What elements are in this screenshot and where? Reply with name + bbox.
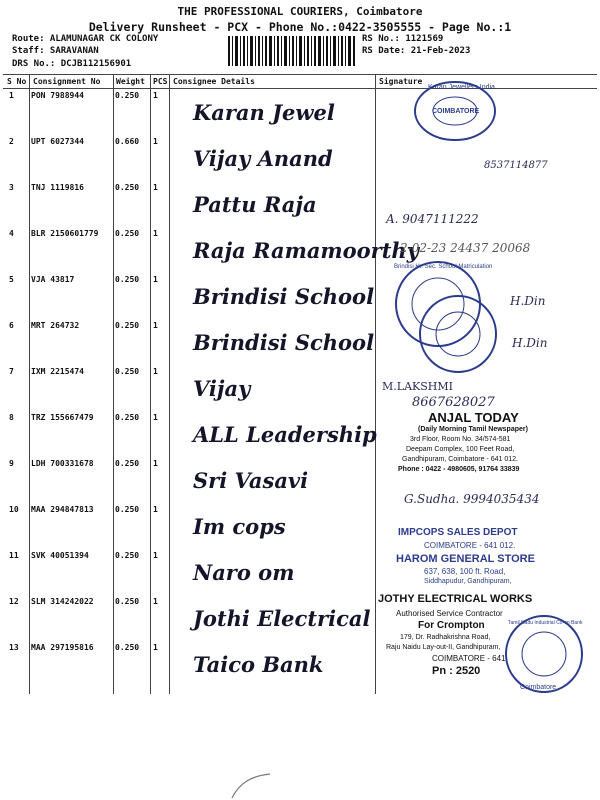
consignee-handwritten-name: Naro om [193, 560, 295, 585]
jothy-stamp-line: For Crompton [418, 620, 485, 631]
table-row [3, 272, 597, 318]
pieces-count: 1 [153, 275, 158, 284]
drs-number: DRS No.: DCJB112156901 [12, 59, 132, 69]
signature-row-7-name: M.LAKSHMI [382, 380, 453, 393]
row-serial-number: 9 [9, 459, 14, 468]
consignment-number: IXM 2215474 [31, 367, 84, 376]
signature-row-7-phone: 8667628027 [412, 395, 495, 410]
jothy-stamp-line: Raju Naidu Lay-out-II, Gandhipuram, [386, 644, 501, 651]
consignment-number: MRT 264732 [31, 321, 80, 330]
row-serial-number: 7 [9, 367, 14, 376]
row-serial-number: 3 [9, 183, 14, 192]
table-row [3, 134, 597, 180]
weight-value: 0.250 [115, 183, 140, 192]
consignment-number: MAA 297195816 [31, 643, 94, 652]
consignment-number: SVK 40051394 [31, 551, 89, 560]
weight-value: 0.250 [115, 229, 140, 238]
school-stamp [388, 256, 498, 376]
table-row [3, 88, 597, 134]
consignee-handwritten-name: Jothi Electrical [193, 606, 371, 631]
weight-value: 0.250 [115, 413, 140, 422]
taico-stamp-text: Tamil Nadu Industrial Co-op Bank [508, 620, 583, 626]
consignment-number: LDH 700331678 [31, 459, 94, 468]
signature-row-2: 8537114877 [484, 160, 548, 171]
impcops-stamp-line: COIMBATORE - 641 012. [424, 541, 516, 550]
table-row [3, 180, 597, 226]
signature-row-3: A. 9047111222 [386, 212, 479, 226]
harom-stamp-line: 637, 638, 100 ft. Road, [424, 567, 506, 576]
route-label: Route: ALAMUNAGAR CK COLONY [12, 34, 159, 44]
consignee-handwritten-name: Raja Ramamoorthy [193, 238, 419, 263]
barcode-image [228, 36, 356, 66]
weight-value: 0.250 [115, 275, 140, 284]
consignee-handwritten-name: Brindisi School [193, 330, 375, 355]
weight-value: 0.250 [115, 321, 140, 330]
jothy-stamp-line: 179, Dr. Radhakrishna Road, [400, 634, 491, 641]
header-sno: S No [7, 77, 27, 86]
anjal-stamp-line: Deepam Complex, 100 Feet Road, [406, 446, 515, 453]
consignee-handwritten-name: Sri Vasavi [193, 468, 309, 493]
weight-value: 0.250 [115, 597, 140, 606]
row-serial-number: 8 [9, 413, 14, 422]
row-serial-number: 2 [9, 137, 14, 146]
signature-row-5: H.Din [510, 294, 546, 308]
header-consignment: Consignment No [33, 77, 101, 86]
anjal-stamp-line: Gandhipuram, Coimbatore - 641 012. [402, 456, 518, 463]
pieces-count: 1 [153, 551, 158, 560]
staff-label: Staff: SARAVANAN [12, 46, 99, 56]
signature-row-9: G.Sudha. 9994035434 [404, 492, 540, 506]
courier-company-title: THE PROFESSIONAL COURIERS, Coimbatore [177, 5, 423, 18]
weight-value: 0.250 [115, 459, 140, 468]
row-serial-number: 13 [9, 643, 19, 652]
consignment-number: BLR 2150601779 [31, 229, 99, 238]
karan-stamp-city: COIMBATORE [432, 108, 480, 115]
weight-value: 0.250 [115, 551, 140, 560]
runsheet-subtitle: Delivery Runsheet - PCX - Phone No.:0422-3505555 - Page No.:1 [88, 20, 512, 34]
pieces-count: 1 [153, 367, 158, 376]
header-pcs: PCS [153, 77, 168, 86]
pieces-count: 1 [153, 183, 158, 192]
weight-value: 0.250 [115, 91, 140, 100]
consignee-handwritten-name: Taico Bank [193, 652, 324, 677]
weight-value: 0.250 [115, 367, 140, 376]
harom-stamp-title: HAROM GENERAL STORE [396, 553, 535, 565]
consignment-number: TRZ 155667479 [31, 413, 94, 422]
consignment-number: UPT 6027344 [31, 137, 84, 146]
pieces-count: 1 [153, 597, 158, 606]
school-stamp-text: Brindisi Hr. Sec. School Matriculation [394, 264, 493, 270]
consignee-handwritten-name: Vijay [193, 376, 251, 401]
signature-row-4: 2-02-23 24437 20068 [400, 241, 531, 255]
header-consignee: Consignee Details [173, 77, 255, 86]
row-serial-number: 5 [9, 275, 14, 284]
consignment-number: VJA 43817 [31, 275, 75, 284]
jothy-stamp-line: COIMBATORE - 641 [432, 654, 506, 663]
pieces-count: 1 [153, 505, 158, 514]
row-serial-number: 6 [9, 321, 14, 330]
table-row [3, 364, 597, 410]
row-serial-number: 4 [9, 229, 14, 238]
signature-row-6: H.Din [512, 336, 548, 350]
jothy-stamp-pin: Pn : 2520 [432, 665, 481, 677]
pieces-count: 1 [153, 459, 158, 468]
rs-number: RS No.: 1121569 [362, 34, 444, 44]
consignment-number: TNJ 1119816 [31, 183, 84, 192]
pieces-count: 1 [153, 321, 158, 330]
anjal-stamp-line: Phone : 0422 - 4980605, 91764 33839 [398, 466, 520, 473]
row-serial-number: 12 [9, 597, 19, 606]
consignee-handwritten-name: ALL Leadership [193, 422, 377, 447]
header-signature: Signature [379, 77, 423, 86]
consignment-number: SLM 314242022 [31, 597, 94, 606]
weight-value: 0.250 [115, 505, 140, 514]
consignment-number: PON 7988944 [31, 91, 84, 100]
anjal-today-stamp-title: ANJAL TODAY [428, 410, 519, 425]
consignee-handwritten-name: Brindisi School [193, 284, 375, 309]
consignee-handwritten-name: Im cops [193, 514, 286, 539]
pieces-count: 1 [153, 137, 158, 146]
harom-stamp-line: Siddhapudur, Gandhipuram, [424, 578, 512, 585]
jothy-electrical-stamp-title: JOTHY ELECTRICAL WORKS [378, 593, 533, 605]
row-serial-number: 1 [9, 91, 14, 100]
row-serial-number: 11 [9, 551, 19, 560]
table-top-border [3, 74, 597, 75]
consignee-handwritten-name: Vijay Anand [193, 146, 333, 171]
table-row [3, 318, 597, 364]
anjal-stamp-line: (Daily Morning Tamil Newspaper) [418, 426, 528, 433]
header-weight: Weight [116, 77, 145, 86]
jothy-stamp-line: Authorised Service Contractor [396, 609, 503, 618]
consignment-number: MAA 294847813 [31, 505, 94, 514]
weight-value: 0.250 [115, 643, 140, 652]
impcops-stamp-title: IMPCOPS SALES DEPOT [398, 527, 518, 538]
pen-mark [226, 772, 276, 800]
pieces-count: 1 [153, 229, 158, 238]
rs-date: RS Date: 21-Feb-2023 [362, 46, 471, 56]
pieces-count: 1 [153, 413, 158, 422]
taico-stamp-city: Coimbatore [520, 684, 557, 691]
weight-value: 0.660 [115, 137, 140, 146]
karan-stamp-text: Karan Jewellers India [428, 84, 495, 91]
consignee-handwritten-name: Pattu Raja [193, 192, 317, 217]
consignee-handwritten-name: Karan Jewel [193, 100, 335, 125]
pieces-count: 1 [153, 91, 158, 100]
row-serial-number: 10 [9, 505, 19, 514]
anjal-stamp-line: 3rd Floor, Room No. 34/574-581 [410, 436, 511, 443]
pieces-count: 1 [153, 643, 158, 652]
